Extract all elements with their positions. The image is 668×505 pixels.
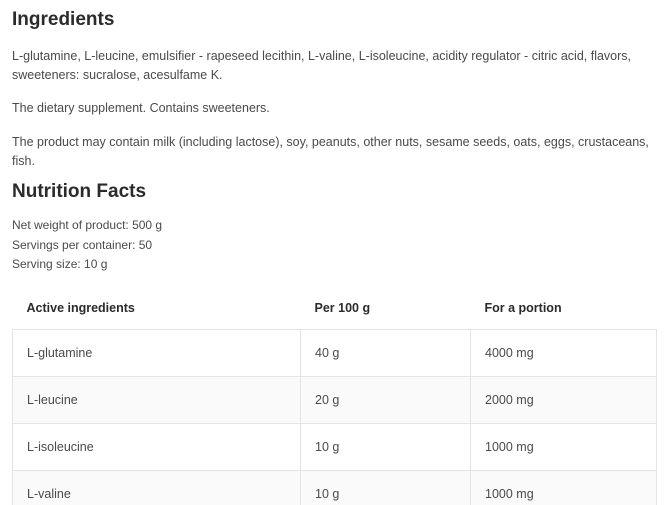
- table-row: [13, 423, 657, 470]
- cell-per-100g: 10 g: [301, 470, 471, 505]
- cell-ingredient-name: L-isoleucine: [13, 423, 301, 470]
- cell-ingredient-name: L-glutamine: [13, 329, 301, 376]
- cell-per-portion: 1000 mg: [471, 470, 657, 505]
- cell-ingredient-name: L-valine: [13, 470, 301, 505]
- cell-per-100g: 20 g: [301, 376, 471, 423]
- nutrition-facts-table: [12, 295, 657, 505]
- cell-per-portion: 1000 mg: [471, 423, 657, 470]
- cell-per-portion: 4000 mg: [471, 329, 657, 376]
- column-header-per-100g: Per 100 g: [301, 295, 471, 330]
- allergen-warning-text: The product may contain milk (including lactose), soy, peanuts, other nuts, sesame seeds, oats, eggs, crustaceans, fish.: [12, 134, 649, 169]
- table-row: [13, 329, 657, 376]
- dietary-supplement-note: The dietary supplement. Contains sweeteners.: [12, 101, 270, 116]
- cell-per-100g: 10 g: [301, 423, 471, 470]
- servings-per-container-line: Servings per container: 50: [12, 237, 153, 252]
- ingredients-heading: Ingredients: [12, 9, 115, 30]
- cell-per-100g: 40 g: [301, 329, 471, 376]
- nutrition-facts-heading: Nutrition Facts: [12, 180, 147, 202]
- table-row: [13, 376, 657, 423]
- serving-size-line: Serving size: 10 g: [12, 257, 108, 272]
- table-row: [13, 470, 657, 505]
- net-weight-line: Net weight of product: 500 g: [12, 218, 163, 233]
- column-header-per-portion: For a portion: [471, 295, 657, 330]
- ingredients-list-text: L-glutamine, L-leucine, emulsifier - rapeseed lecithin, L-valine, L-isoleucine, acidity regulator - citric acid, flavors, sweeteners: sucralose, acesulfame K.: [12, 48, 632, 83]
- cell-ingredient-name: L-leucine: [13, 376, 301, 423]
- column-header-active-ingredients: Active ingredients: [13, 295, 301, 330]
- cell-per-portion: 2000 mg: [471, 376, 657, 423]
- serving-facts-list: [12, 204, 656, 274]
- table-header-row: [13, 295, 657, 330]
